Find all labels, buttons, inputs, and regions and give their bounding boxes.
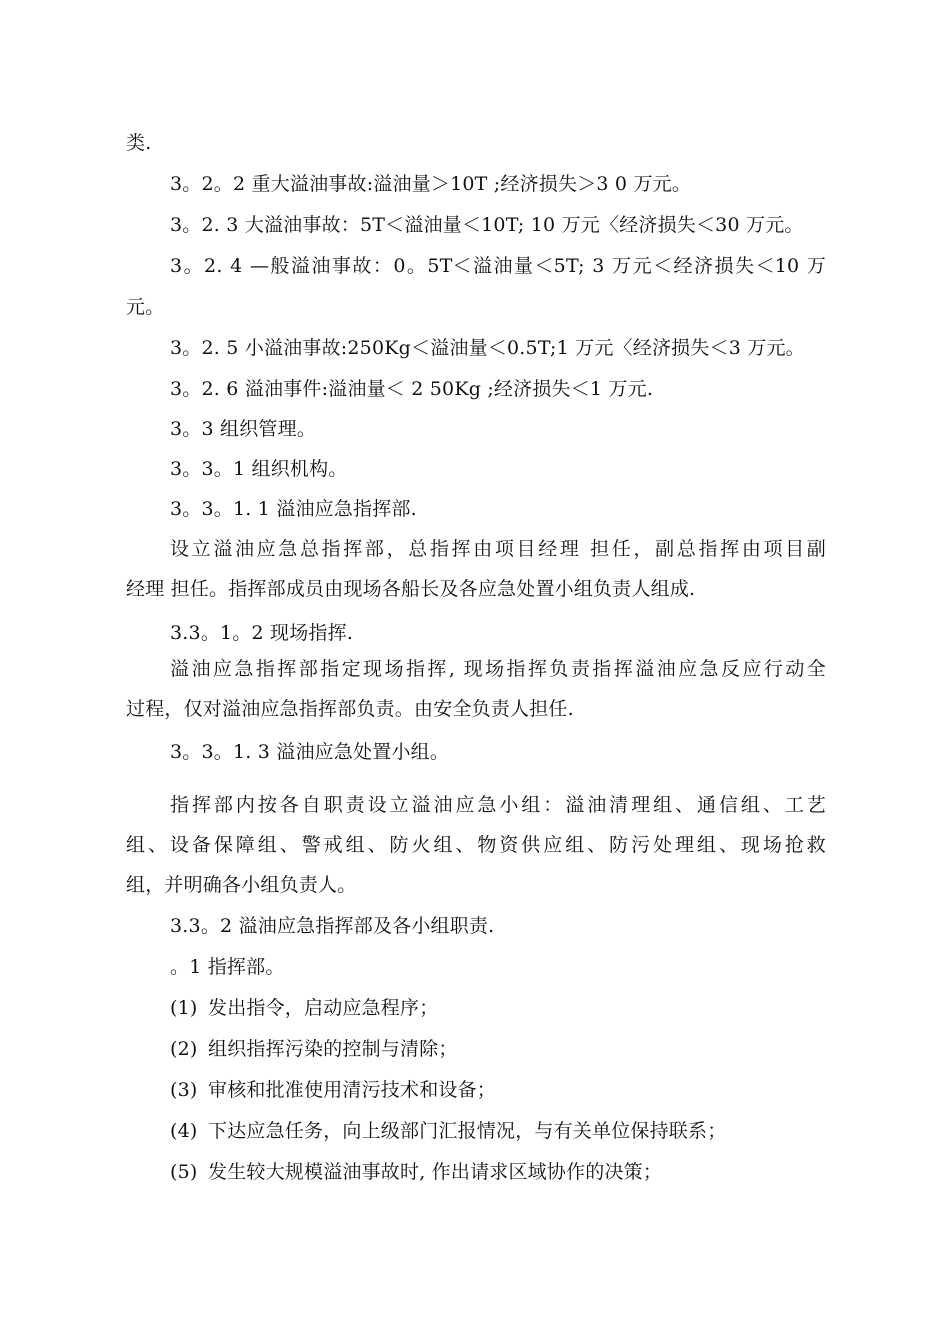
list-item-number: (4) [170, 1120, 198, 1142]
heading-3-2-2: 3。2。2 重大溢油事故:溢油量＞10T ;经济损失＞3 0 万元。 [170, 173, 692, 195]
heading-3-2-5: 3。2. 5 小溢油事故:250Kg＜溢油量＜0.5T;1 万元〈经济损失＜3 万元。 [170, 337, 805, 359]
heading-3-2-6: 3。2. 6 溢油事件:溢油量＜ 2 50Kg ;经济损失＜1 万元. [170, 378, 654, 400]
list-item [170, 1119, 830, 1143]
list-item [170, 1037, 830, 1061]
heading-3-3-1-3: 3。3。1. 3 溢油应急处置小组。 [170, 741, 450, 763]
heading-3-3: 3。3 组织管理。 [170, 418, 317, 440]
heading-3-3-2: 3.3。2 溢油应急指挥部及各小组职责. [170, 915, 495, 937]
list-item-text: 发生较大规模溢油事故时, 作出请求区域协作的决策； [208, 1161, 663, 1183]
list-item [170, 1160, 830, 1184]
heading-command-duties: 。1 指挥部。 [170, 956, 285, 978]
list-item-number: (2) [170, 1038, 198, 1060]
list-item-number: (1) [170, 997, 198, 1019]
list-item-text: 审核和批准使用清污技术和设备； [208, 1079, 497, 1101]
heading-3-2-3: 3。2. 3 大溢油事故：5T＜溢油量＜10T; 10 万元〈经济损失＜30 万元。 [170, 214, 804, 236]
paragraph-field-command-line-1: 溢油应急指挥部指定现场指挥, 现场指挥负责指挥溢油应急反应行动全 [170, 658, 826, 680]
paragraph-command-line-1: 设立溢油应急总指挥部，总指挥由项目经理 担任，副总指挥由项目副 [170, 538, 826, 560]
list-item-number: (5) [170, 1161, 198, 1183]
text-line-continuation: 类. [126, 132, 152, 154]
paragraph-field-command-line-2: 过程，仅对溢油应急指挥部负责。由安全负责人担任. [126, 698, 574, 720]
list-item [170, 996, 830, 1020]
paragraph-command-line-2: 经理 担任。指挥部成员由现场各船长及各应急处置小组负责人组成. [126, 578, 696, 600]
heading-3-2-4: 3。2. 4 —般溢油事故：0。5T＜溢油量＜5T; 3 万元＜经济损失＜10 万 [170, 255, 826, 277]
paragraph-groups-line-2: 组、设备保障组、警戒组、防火组、物资供应组、防污处理组、现场抢救 [126, 834, 826, 856]
heading-3-3-1: 3。3。1 组织机构。 [170, 458, 348, 480]
list-item-number: (3) [170, 1079, 198, 1101]
heading-3-3-1-2: 3.3。1。2 现场指挥. [170, 622, 354, 644]
list-item-text: 下达应急任务，向上级部门汇报情况，与有关单位保持联系； [208, 1120, 727, 1142]
list-item-text: 组织指挥污染的控制与清除； [208, 1038, 458, 1060]
list-item [170, 1078, 830, 1102]
heading-3-3-1-1: 3。3。1. 1 溢油应急指挥部. [170, 498, 417, 520]
paragraph-groups-line-1: 指挥部内按各自职责设立溢油应急小组：溢油清理组、通信组、工艺 [170, 794, 826, 816]
heading-3-2-4-continuation: 元。 [126, 296, 165, 318]
list-item-text: 发出指令，启动应急程序； [208, 997, 439, 1019]
paragraph-groups-line-3: 组，并明确各小组负责人。 [126, 874, 357, 896]
